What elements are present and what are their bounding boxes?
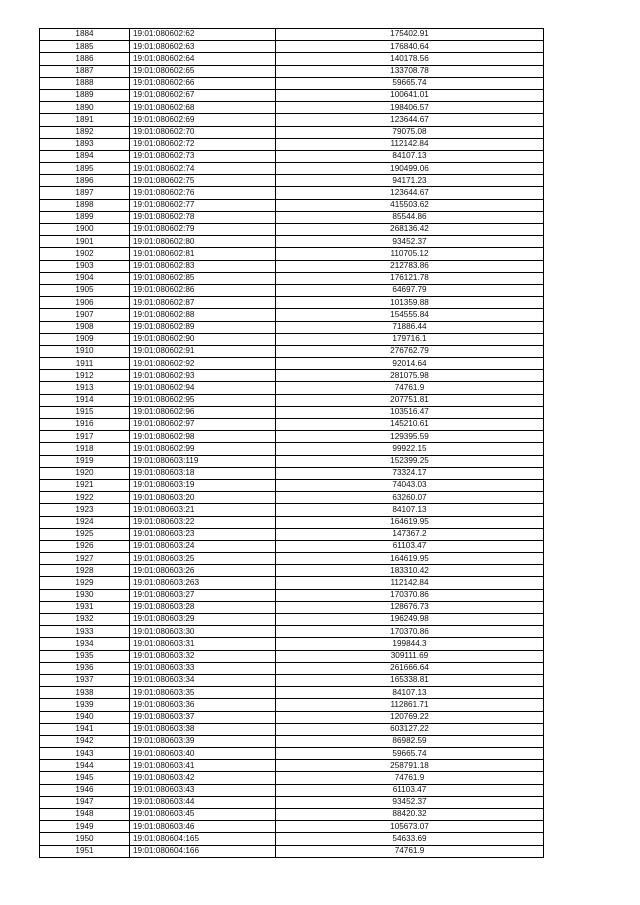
value-cell: 120769.22 bbox=[276, 711, 544, 723]
row-number-cell: 1896 bbox=[40, 175, 130, 187]
value-cell: 112142.84 bbox=[276, 138, 544, 150]
value-cell: 175402.91 bbox=[276, 29, 544, 41]
table-row bbox=[40, 589, 544, 601]
value-cell: 71886.44 bbox=[276, 321, 544, 333]
cadastral-number-cell: 19:01:080604:166 bbox=[130, 845, 276, 857]
table-row bbox=[40, 65, 544, 77]
value-cell: 93452.37 bbox=[276, 236, 544, 248]
value-cell: 154555.84 bbox=[276, 309, 544, 321]
value-cell: 179716.1 bbox=[276, 333, 544, 345]
cadastral-number-cell: 19:01:080604:165 bbox=[130, 833, 276, 845]
cadastral-number-cell: 19:01:080602:92 bbox=[130, 358, 276, 370]
table-row bbox=[40, 479, 544, 491]
row-number-cell: 1926 bbox=[40, 540, 130, 552]
table-row bbox=[40, 333, 544, 345]
table-row bbox=[40, 492, 544, 504]
row-number-cell: 1925 bbox=[40, 528, 130, 540]
value-cell: 100641.01 bbox=[276, 89, 544, 101]
value-cell: 415503.62 bbox=[276, 199, 544, 211]
cadastral-number-cell: 19:01:080602:62 bbox=[130, 29, 276, 41]
cadastral-value-table bbox=[39, 28, 544, 858]
value-cell: 140178.56 bbox=[276, 53, 544, 65]
cadastral-number-cell: 19:01:080603:263 bbox=[130, 577, 276, 589]
table-row bbox=[40, 358, 544, 370]
table-row bbox=[40, 467, 544, 479]
table-row bbox=[40, 248, 544, 260]
row-number-cell: 1913 bbox=[40, 382, 130, 394]
cadastral-number-cell: 19:01:080603:31 bbox=[130, 638, 276, 650]
cadastral-number-cell: 19:01:080603:25 bbox=[130, 553, 276, 565]
row-number-cell: 1903 bbox=[40, 260, 130, 272]
cadastral-number-cell: 19:01:080602:89 bbox=[130, 321, 276, 333]
table-row bbox=[40, 821, 544, 833]
cadastral-number-cell: 19:01:080602:63 bbox=[130, 41, 276, 53]
value-cell: 170370.86 bbox=[276, 626, 544, 638]
row-number-cell: 1889 bbox=[40, 89, 130, 101]
table-row bbox=[40, 138, 544, 150]
value-cell: 281075.98 bbox=[276, 370, 544, 382]
value-cell: 133708.78 bbox=[276, 65, 544, 77]
row-number-cell: 1942 bbox=[40, 735, 130, 747]
row-number-cell: 1888 bbox=[40, 77, 130, 89]
value-cell: 73324.17 bbox=[276, 467, 544, 479]
value-cell: 74761.9 bbox=[276, 772, 544, 784]
table-row bbox=[40, 175, 544, 187]
cadastral-number-cell: 19:01:080602:75 bbox=[130, 175, 276, 187]
row-number-cell: 1937 bbox=[40, 674, 130, 686]
cadastral-number-cell: 19:01:080602:64 bbox=[130, 53, 276, 65]
value-cell: 123644.67 bbox=[276, 114, 544, 126]
row-number-cell: 1902 bbox=[40, 248, 130, 260]
cadastral-number-cell: 19:01:080602:99 bbox=[130, 443, 276, 455]
value-cell: 198406.57 bbox=[276, 102, 544, 114]
row-number-cell: 1890 bbox=[40, 102, 130, 114]
cadastral-number-cell: 19:01:080603:27 bbox=[130, 589, 276, 601]
row-number-cell: 1920 bbox=[40, 467, 130, 479]
value-cell: 212783.86 bbox=[276, 260, 544, 272]
row-number-cell: 1938 bbox=[40, 687, 130, 699]
row-number-cell: 1946 bbox=[40, 784, 130, 796]
row-number-cell: 1934 bbox=[40, 638, 130, 650]
table-row bbox=[40, 748, 544, 760]
table-row bbox=[40, 699, 544, 711]
table-row bbox=[40, 455, 544, 467]
cadastral-number-cell: 19:01:080602:94 bbox=[130, 382, 276, 394]
row-number-cell: 1935 bbox=[40, 650, 130, 662]
value-cell: 112142.84 bbox=[276, 577, 544, 589]
value-cell: 258791.18 bbox=[276, 760, 544, 772]
table-row bbox=[40, 772, 544, 784]
table-row bbox=[40, 236, 544, 248]
table-row bbox=[40, 553, 544, 565]
row-number-cell: 1948 bbox=[40, 809, 130, 821]
table-row bbox=[40, 614, 544, 626]
row-number-cell: 1895 bbox=[40, 163, 130, 175]
row-number-cell: 1887 bbox=[40, 65, 130, 77]
value-cell: 190499.06 bbox=[276, 163, 544, 175]
cadastral-number-cell: 19:01:080603:23 bbox=[130, 528, 276, 540]
cadastral-number-cell: 19:01:080602:73 bbox=[130, 150, 276, 162]
value-cell: 196249.98 bbox=[276, 614, 544, 626]
value-cell: 152399.25 bbox=[276, 455, 544, 467]
row-number-cell: 1930 bbox=[40, 589, 130, 601]
value-cell: 74043.03 bbox=[276, 479, 544, 491]
row-number-cell: 1950 bbox=[40, 833, 130, 845]
row-number-cell: 1914 bbox=[40, 394, 130, 406]
cadastral-number-cell: 19:01:080602:74 bbox=[130, 163, 276, 175]
row-number-cell: 1897 bbox=[40, 187, 130, 199]
value-cell: 59665.74 bbox=[276, 77, 544, 89]
row-number-cell: 1911 bbox=[40, 358, 130, 370]
row-number-cell: 1885 bbox=[40, 41, 130, 53]
cadastral-number-cell: 19:01:080603:43 bbox=[130, 784, 276, 796]
table-row bbox=[40, 565, 544, 577]
value-cell: 85544.86 bbox=[276, 211, 544, 223]
table-row bbox=[40, 674, 544, 686]
value-cell: 63260.07 bbox=[276, 492, 544, 504]
cadastral-number-cell: 19:01:080603:38 bbox=[130, 723, 276, 735]
cadastral-number-cell: 19:01:080603:33 bbox=[130, 662, 276, 674]
table-row bbox=[40, 272, 544, 284]
table-row bbox=[40, 89, 544, 101]
value-cell: 112861.71 bbox=[276, 699, 544, 711]
cadastral-number-cell: 19:01:080602:65 bbox=[130, 65, 276, 77]
row-number-cell: 1901 bbox=[40, 236, 130, 248]
cadastral-number-cell: 19:01:080602:80 bbox=[130, 236, 276, 248]
row-number-cell: 1922 bbox=[40, 492, 130, 504]
cadastral-number-cell: 19:01:080603:21 bbox=[130, 504, 276, 516]
row-number-cell: 1912 bbox=[40, 370, 130, 382]
cadastral-number-cell: 19:01:080603:30 bbox=[130, 626, 276, 638]
value-cell: 123644.67 bbox=[276, 187, 544, 199]
cadastral-number-cell: 19:01:080603:24 bbox=[130, 540, 276, 552]
row-number-cell: 1923 bbox=[40, 504, 130, 516]
table-row bbox=[40, 102, 544, 114]
value-cell: 268136.42 bbox=[276, 224, 544, 236]
table-row bbox=[40, 41, 544, 53]
cadastral-number-cell: 19:01:080602:87 bbox=[130, 297, 276, 309]
cadastral-number-cell: 19:01:080603:45 bbox=[130, 809, 276, 821]
row-number-cell: 1945 bbox=[40, 772, 130, 784]
cadastral-number-cell: 19:01:080603:18 bbox=[130, 467, 276, 479]
cadastral-number-cell: 19:01:080603:19 bbox=[130, 479, 276, 491]
row-number-cell: 1947 bbox=[40, 796, 130, 808]
row-number-cell: 1909 bbox=[40, 333, 130, 345]
row-number-cell: 1943 bbox=[40, 748, 130, 760]
row-number-cell: 1916 bbox=[40, 419, 130, 431]
table-row bbox=[40, 284, 544, 296]
table-row bbox=[40, 345, 544, 357]
value-cell: 603127.22 bbox=[276, 723, 544, 735]
table-row bbox=[40, 224, 544, 236]
value-cell: 129395.59 bbox=[276, 431, 544, 443]
row-number-cell: 1893 bbox=[40, 138, 130, 150]
table-row bbox=[40, 394, 544, 406]
cadastral-number-cell: 19:01:080603:36 bbox=[130, 699, 276, 711]
value-cell: 61103.47 bbox=[276, 540, 544, 552]
row-number-cell: 1944 bbox=[40, 760, 130, 772]
value-cell: 105673.07 bbox=[276, 821, 544, 833]
cadastral-number-cell: 19:01:080603:44 bbox=[130, 796, 276, 808]
cadastral-number-cell: 19:01:080602:96 bbox=[130, 406, 276, 418]
row-number-cell: 1918 bbox=[40, 443, 130, 455]
row-number-cell: 1905 bbox=[40, 284, 130, 296]
table-row bbox=[40, 431, 544, 443]
row-number-cell: 1932 bbox=[40, 614, 130, 626]
cadastral-number-cell: 19:01:080602:66 bbox=[130, 77, 276, 89]
value-cell: 59665.74 bbox=[276, 748, 544, 760]
table-row bbox=[40, 650, 544, 662]
value-cell: 54633.69 bbox=[276, 833, 544, 845]
table-row bbox=[40, 662, 544, 674]
table-row bbox=[40, 297, 544, 309]
table-row bbox=[40, 784, 544, 796]
value-cell: 176121.78 bbox=[276, 272, 544, 284]
table-row bbox=[40, 796, 544, 808]
table-row bbox=[40, 370, 544, 382]
cadastral-number-cell: 19:01:080602:97 bbox=[130, 419, 276, 431]
row-number-cell: 1927 bbox=[40, 553, 130, 565]
value-cell: 84107.13 bbox=[276, 687, 544, 699]
cadastral-number-cell: 19:01:080602:68 bbox=[130, 102, 276, 114]
value-cell: 101359.88 bbox=[276, 297, 544, 309]
table-row bbox=[40, 77, 544, 89]
table-row bbox=[40, 687, 544, 699]
table-row bbox=[40, 760, 544, 772]
row-number-cell: 1891 bbox=[40, 114, 130, 126]
table-row bbox=[40, 114, 544, 126]
value-cell: 88420.32 bbox=[276, 809, 544, 821]
row-number-cell: 1898 bbox=[40, 199, 130, 211]
value-cell: 309111.69 bbox=[276, 650, 544, 662]
cadastral-number-cell: 19:01:080603:20 bbox=[130, 492, 276, 504]
cadastral-number-cell: 19:01:080602:98 bbox=[130, 431, 276, 443]
table-row bbox=[40, 443, 544, 455]
table-row bbox=[40, 187, 544, 199]
cadastral-number-cell: 19:01:080602:77 bbox=[130, 199, 276, 211]
value-cell: 74761.9 bbox=[276, 845, 544, 857]
cadastral-number-cell: 19:01:080603:32 bbox=[130, 650, 276, 662]
table-row bbox=[40, 723, 544, 735]
cadastral-number-cell: 19:01:080602:85 bbox=[130, 272, 276, 284]
cadastral-number-cell: 19:01:080602:83 bbox=[130, 260, 276, 272]
row-number-cell: 1915 bbox=[40, 406, 130, 418]
row-number-cell: 1884 bbox=[40, 29, 130, 41]
row-number-cell: 1908 bbox=[40, 321, 130, 333]
value-cell: 261666.64 bbox=[276, 662, 544, 674]
value-cell: 164619.95 bbox=[276, 553, 544, 565]
row-number-cell: 1907 bbox=[40, 309, 130, 321]
value-cell: 84107.13 bbox=[276, 150, 544, 162]
table-row bbox=[40, 29, 544, 41]
cadastral-number-cell: 19:01:080603:42 bbox=[130, 772, 276, 784]
cadastral-number-cell: 19:01:080603:35 bbox=[130, 687, 276, 699]
value-cell: 145210.61 bbox=[276, 419, 544, 431]
row-number-cell: 1939 bbox=[40, 699, 130, 711]
table-row bbox=[40, 711, 544, 723]
row-number-cell: 1936 bbox=[40, 662, 130, 674]
value-cell: 183310.42 bbox=[276, 565, 544, 577]
value-cell: 79075.08 bbox=[276, 126, 544, 138]
cadastral-number-cell: 19:01:080602:67 bbox=[130, 89, 276, 101]
row-number-cell: 1940 bbox=[40, 711, 130, 723]
table-row bbox=[40, 516, 544, 528]
table-row bbox=[40, 150, 544, 162]
value-cell: 103516.47 bbox=[276, 406, 544, 418]
cadastral-number-cell: 19:01:080603:39 bbox=[130, 735, 276, 747]
table-row bbox=[40, 211, 544, 223]
row-number-cell: 1941 bbox=[40, 723, 130, 735]
row-number-cell: 1906 bbox=[40, 297, 130, 309]
value-cell: 199844.3 bbox=[276, 638, 544, 650]
cadastral-number-cell: 19:01:080602:79 bbox=[130, 224, 276, 236]
value-cell: 170370.86 bbox=[276, 589, 544, 601]
table-row bbox=[40, 540, 544, 552]
value-cell: 164619.95 bbox=[276, 516, 544, 528]
table-body bbox=[40, 29, 544, 858]
value-cell: 61103.47 bbox=[276, 784, 544, 796]
value-cell: 207751.81 bbox=[276, 394, 544, 406]
cadastral-number-cell: 19:01:080602:91 bbox=[130, 345, 276, 357]
row-number-cell: 1910 bbox=[40, 345, 130, 357]
cadastral-number-cell: 19:01:080602:88 bbox=[130, 309, 276, 321]
table-row bbox=[40, 833, 544, 845]
cadastral-number-cell: 19:01:080602:69 bbox=[130, 114, 276, 126]
value-cell: 92014.64 bbox=[276, 358, 544, 370]
value-cell: 147367.2 bbox=[276, 528, 544, 540]
row-number-cell: 1900 bbox=[40, 224, 130, 236]
cadastral-number-cell: 19:01:080602:90 bbox=[130, 333, 276, 345]
value-cell: 99922.15 bbox=[276, 443, 544, 455]
cadastral-number-cell: 19:01:080602:70 bbox=[130, 126, 276, 138]
table-row bbox=[40, 260, 544, 272]
cadastral-number-cell: 19:01:080603:34 bbox=[130, 674, 276, 686]
row-number-cell: 1892 bbox=[40, 126, 130, 138]
value-cell: 165338.81 bbox=[276, 674, 544, 686]
row-number-cell: 1933 bbox=[40, 626, 130, 638]
cadastral-number-cell: 19:01:080602:95 bbox=[130, 394, 276, 406]
table-row bbox=[40, 528, 544, 540]
table-row bbox=[40, 638, 544, 650]
table-row bbox=[40, 845, 544, 857]
cadastral-number-cell: 19:01:080602:78 bbox=[130, 211, 276, 223]
cadastral-number-cell: 19:01:080602:81 bbox=[130, 248, 276, 260]
value-cell: 110705.12 bbox=[276, 248, 544, 260]
cadastral-number-cell: 19:01:080602:76 bbox=[130, 187, 276, 199]
value-cell: 276762.79 bbox=[276, 345, 544, 357]
value-cell: 176840.64 bbox=[276, 41, 544, 53]
table-row bbox=[40, 626, 544, 638]
row-number-cell: 1931 bbox=[40, 601, 130, 613]
table-row bbox=[40, 382, 544, 394]
row-number-cell: 1924 bbox=[40, 516, 130, 528]
table-row bbox=[40, 504, 544, 516]
cadastral-number-cell: 19:01:080603:29 bbox=[130, 614, 276, 626]
row-number-cell: 1917 bbox=[40, 431, 130, 443]
table-row bbox=[40, 735, 544, 747]
value-cell: 93452.37 bbox=[276, 796, 544, 808]
value-cell: 86982.59 bbox=[276, 735, 544, 747]
row-number-cell: 1928 bbox=[40, 565, 130, 577]
cadastral-number-cell: 19:01:080603:119 bbox=[130, 455, 276, 467]
cadastral-number-cell: 19:01:080603:22 bbox=[130, 516, 276, 528]
row-number-cell: 1949 bbox=[40, 821, 130, 833]
value-cell: 64697.79 bbox=[276, 284, 544, 296]
cadastral-number-cell: 19:01:080603:26 bbox=[130, 565, 276, 577]
cadastral-number-cell: 19:01:080602:72 bbox=[130, 138, 276, 150]
row-number-cell: 1904 bbox=[40, 272, 130, 284]
cadastral-number-cell: 19:01:080603:46 bbox=[130, 821, 276, 833]
cadastral-number-cell: 19:01:080602:86 bbox=[130, 284, 276, 296]
cadastral-number-cell: 19:01:080603:40 bbox=[130, 748, 276, 760]
row-number-cell: 1886 bbox=[40, 53, 130, 65]
table-row bbox=[40, 53, 544, 65]
table-row bbox=[40, 199, 544, 211]
row-number-cell: 1921 bbox=[40, 479, 130, 491]
table-row bbox=[40, 809, 544, 821]
row-number-cell: 1894 bbox=[40, 150, 130, 162]
cadastral-number-cell: 19:01:080603:37 bbox=[130, 711, 276, 723]
row-number-cell: 1929 bbox=[40, 577, 130, 589]
table-row bbox=[40, 419, 544, 431]
value-cell: 84107.13 bbox=[276, 504, 544, 516]
value-cell: 94171.23 bbox=[276, 175, 544, 187]
value-cell: 74761.9 bbox=[276, 382, 544, 394]
table-row bbox=[40, 163, 544, 175]
table-row bbox=[40, 321, 544, 333]
row-number-cell: 1899 bbox=[40, 211, 130, 223]
row-number-cell: 1951 bbox=[40, 845, 130, 857]
cadastral-number-cell: 19:01:080602:93 bbox=[130, 370, 276, 382]
table-row bbox=[40, 577, 544, 589]
table-row bbox=[40, 601, 544, 613]
table-row bbox=[40, 309, 544, 321]
cadastral-number-cell: 19:01:080603:28 bbox=[130, 601, 276, 613]
table-row bbox=[40, 406, 544, 418]
row-number-cell: 1919 bbox=[40, 455, 130, 467]
cadastral-number-cell: 19:01:080603:41 bbox=[130, 760, 276, 772]
table-row bbox=[40, 126, 544, 138]
value-cell: 128676.73 bbox=[276, 601, 544, 613]
